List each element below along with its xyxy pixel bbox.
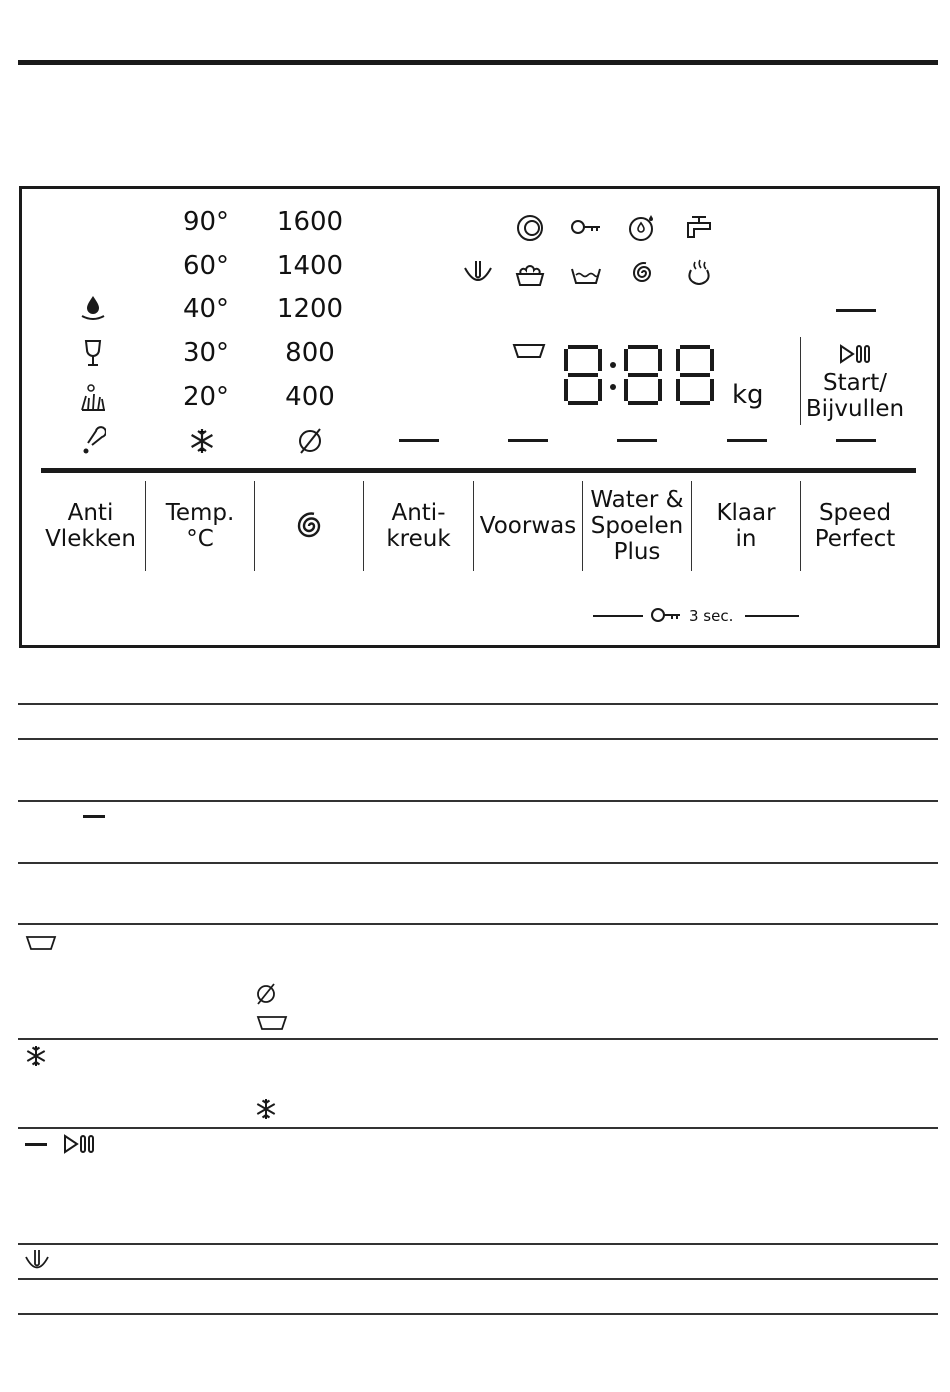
voorwas-line1: Voorwas — [479, 513, 577, 539]
play-pause-icon — [838, 343, 872, 365]
temp-40: 40° — [182, 294, 230, 324]
water-line2: Spoelen — [590, 513, 684, 539]
tub-symbol-icon — [25, 935, 57, 951]
tap-icon — [684, 213, 714, 241]
unit-label: kg — [732, 380, 764, 410]
snowflake-icon — [188, 427, 216, 455]
tool-icon — [80, 425, 106, 455]
dash-indicator-antikreuk — [399, 439, 439, 442]
tub-symbol-icon — [512, 342, 546, 360]
tub-symbol-icon — [256, 1015, 288, 1031]
drum-drop-icon — [627, 213, 657, 243]
lock-hint-line-left — [593, 615, 643, 617]
voorwas-button[interactable] — [474, 481, 582, 571]
key-icon — [570, 218, 602, 236]
klaar-line2: in — [735, 526, 757, 552]
play-pause-icon — [62, 1133, 96, 1155]
start-label-line1: Start/ — [823, 370, 887, 396]
speed-400: 400 — [285, 382, 335, 412]
table-rule — [18, 1243, 938, 1245]
speed-1200: 1200 — [276, 294, 344, 324]
temp-button[interactable] — [146, 481, 254, 571]
temp-20: 20° — [182, 382, 230, 412]
table-rule — [18, 703, 938, 705]
anti-kreuk-button[interactable] — [364, 481, 473, 571]
dash-indicator-voorwas — [508, 439, 548, 442]
lock-hint-line-right — [745, 615, 799, 617]
speed-1600: 1600 — [276, 207, 344, 237]
table-rule — [18, 1038, 938, 1040]
temp-30: 30° — [182, 338, 230, 368]
spin-icon — [292, 509, 326, 543]
klaar-line1: Klaar — [716, 500, 776, 526]
speed-800: 800 — [285, 338, 335, 368]
soak-tub-icon — [462, 258, 494, 288]
table-rule — [18, 923, 938, 925]
snowflake-icon — [24, 1044, 48, 1068]
top-rule — [18, 60, 938, 65]
anti-vlekken-line2: Vlekken — [45, 526, 136, 552]
klaar-in-button[interactable] — [692, 481, 800, 571]
water-line3: Plus — [613, 539, 661, 565]
start-label-line2: Bijvullen — [805, 396, 905, 422]
temp-90: 90° — [182, 207, 230, 237]
no-spin-icon — [254, 981, 278, 1007]
grass-icon — [80, 382, 106, 412]
dash-symbol — [25, 1143, 47, 1146]
speed-line1: Speed — [818, 500, 892, 526]
snowflake-icon — [254, 1097, 278, 1121]
dash-symbol — [83, 815, 105, 818]
drop-stain-icon — [80, 294, 106, 322]
no-spin-icon — [296, 426, 324, 456]
seven-segment-display — [562, 343, 718, 407]
panel-divider — [41, 468, 916, 473]
spin-button[interactable] — [255, 481, 363, 571]
speed-perfect-button[interactable] — [801, 481, 909, 571]
key-icon — [650, 606, 682, 624]
table-rule — [18, 1127, 938, 1129]
anti-kreuk-line2: kreuk — [386, 526, 451, 552]
lock-hint-text: 3 sec. — [689, 607, 734, 625]
anti-kreuk-line1: Anti- — [391, 500, 446, 526]
anti-vlekken-line1: Anti — [67, 500, 114, 526]
table-rule — [18, 862, 938, 864]
speed-1400: 1400 — [276, 251, 344, 281]
wash-tub-icon — [514, 258, 546, 288]
table-rule — [18, 738, 938, 740]
wine-glass-icon — [82, 338, 104, 368]
dash-indicator-klaar — [727, 439, 767, 442]
dash-indicator-water — [617, 439, 657, 442]
table-rule — [18, 800, 938, 802]
anti-vlekken-button[interactable] — [36, 481, 145, 571]
water-spoelen-plus-button[interactable] — [583, 481, 691, 571]
water-line1: Water & — [590, 487, 684, 513]
temp-60: 60° — [182, 251, 230, 281]
speed-line2: Perfect — [814, 526, 896, 552]
soak-tub-icon — [23, 1248, 51, 1274]
rinse-tub-icon — [570, 263, 602, 287]
table-rule — [18, 1313, 938, 1315]
dash-indicator-start — [836, 309, 876, 312]
dash-indicator-speed — [836, 439, 876, 442]
drum-icon — [515, 213, 545, 243]
temp-line1: Temp. — [165, 500, 235, 526]
temp-line2: °C — [186, 526, 214, 552]
start-button[interactable] — [801, 370, 909, 422]
table-rule — [18, 1278, 938, 1280]
spin-icon — [627, 258, 657, 288]
steam-icon — [685, 258, 713, 288]
